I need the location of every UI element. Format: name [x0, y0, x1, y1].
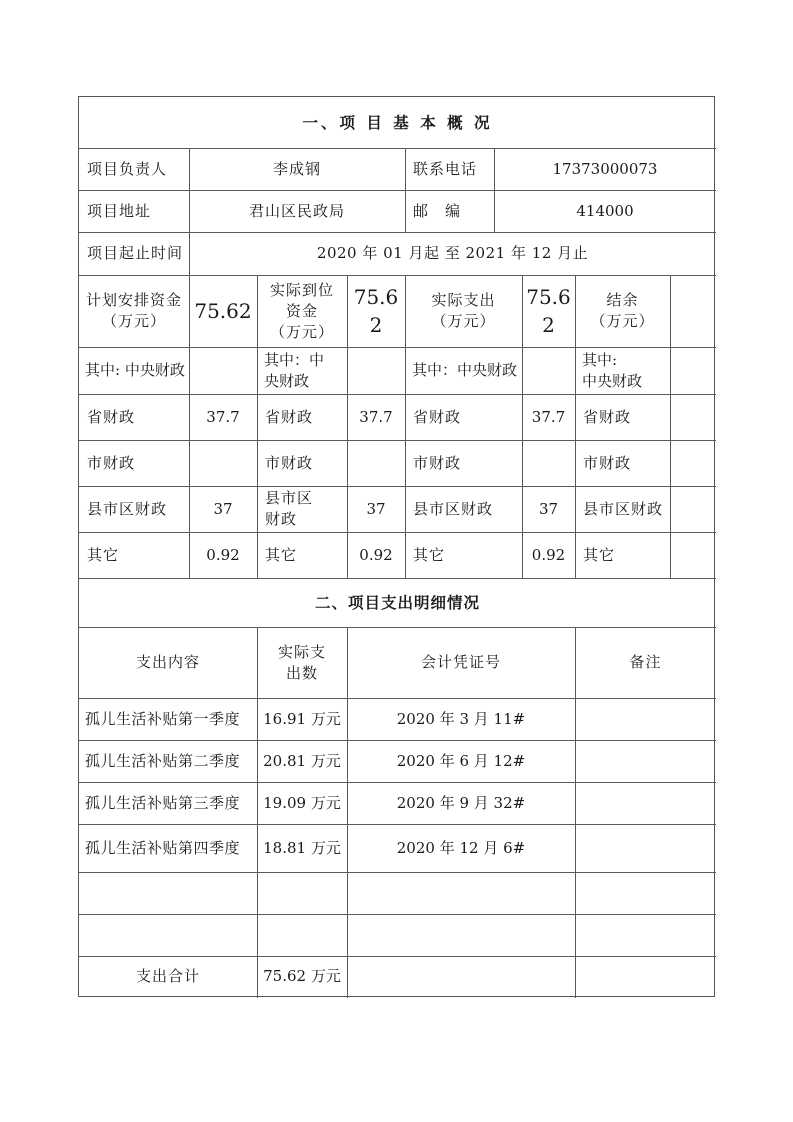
- central-label-4-line1: 其中:: [582, 350, 618, 369]
- phone-value: 17373000073: [552, 159, 658, 178]
- city-value-2: [347, 440, 405, 486]
- county-label-2-line1: 县市区: [265, 489, 314, 507]
- expense-content: [79, 914, 257, 956]
- city-label-4: 市财政: [583, 453, 632, 472]
- period-label: 项目起止时间: [87, 244, 184, 262]
- central-value-4: [670, 347, 716, 394]
- other-label-3: 其它: [413, 545, 446, 564]
- planned-funds-value: 75.62: [194, 299, 252, 323]
- expense-content: 孤儿生活补贴第四季度: [85, 838, 241, 857]
- central-value-2: [347, 347, 405, 394]
- province-value-1: 37.7: [206, 407, 240, 426]
- received-funds-value: [347, 275, 405, 347]
- province-value-2: 37.7: [359, 407, 393, 426]
- expense-content: 孤儿生活补贴第二季度: [85, 751, 241, 770]
- other-label-4: 其它: [583, 545, 616, 564]
- expense-content: 孤儿生活补贴第三季度: [85, 793, 241, 812]
- received-funds-label: [257, 275, 347, 347]
- central-value-3: [522, 347, 575, 394]
- planned-label-line2: （万元）: [101, 312, 166, 330]
- other-value-1: 0.92: [206, 545, 240, 564]
- expense-voucher: [347, 914, 575, 956]
- expense-remark: [575, 914, 716, 956]
- central-label-2: [257, 347, 347, 394]
- spent-value-line2: 2: [542, 313, 555, 337]
- county-value-3: 37: [538, 499, 559, 518]
- address-label: 项目地址: [87, 201, 152, 220]
- other-value-2: 0.92: [359, 545, 393, 564]
- other-label-2: 其它: [265, 545, 298, 564]
- header-amount-line2: 出数: [285, 663, 318, 682]
- section2-title: 二、项目支出明细情况: [314, 593, 480, 612]
- other-value-4: [670, 532, 716, 578]
- expense-amount: 19.09 万元: [263, 793, 341, 812]
- province-value-3: 37.7: [531, 407, 566, 426]
- address-value: 君山区民政局: [248, 201, 345, 220]
- city-value-3: [522, 440, 575, 486]
- spent-value-line1: 75.6: [526, 285, 571, 309]
- total-label: 支出合计: [135, 966, 200, 985]
- expense-voucher: [347, 872, 575, 914]
- province-label-2: 省财政: [265, 407, 314, 426]
- section1-title: 一、项 目 基 本 概 况: [302, 113, 493, 132]
- balance-label-line1: 结余: [606, 291, 639, 309]
- expense-voucher: 2020 年 12 月 6#: [396, 838, 526, 857]
- expense-remark: [575, 824, 716, 872]
- phone-label: 联系电话: [413, 159, 478, 178]
- city-label-1: 市财政: [87, 453, 136, 472]
- county-label-4: 县市区财政: [583, 499, 664, 518]
- header-amount-line1: 实际支: [277, 642, 326, 661]
- total-value: 75.62 万元: [263, 966, 341, 985]
- central-label-2-line1: 其中：中: [264, 350, 325, 369]
- spent-funds-label: [405, 275, 522, 347]
- header-content: 支出内容: [135, 653, 200, 671]
- balance-value: [670, 275, 716, 347]
- header-amount: [257, 627, 347, 698]
- city-value-1: [189, 440, 257, 486]
- received-value-line1: 75.6: [353, 285, 399, 309]
- expense-voucher: 2020 年 3 月 11#: [396, 709, 526, 728]
- postcode-value: 414000: [576, 201, 634, 220]
- other-value-3: 0.92: [531, 545, 566, 564]
- province-value-4: [670, 394, 716, 440]
- leader-label: 项目负责人: [87, 159, 168, 178]
- city-value-4: [670, 440, 716, 486]
- central-label-4: [575, 347, 670, 394]
- spent-label-line1: 实际支出: [431, 291, 496, 309]
- expense-voucher: 2020 年 9 月 32#: [396, 793, 526, 812]
- balance-label-line2: （万元）: [590, 312, 655, 330]
- header-remark: 备注: [629, 653, 662, 671]
- expense-amount: 16.91 万元: [263, 709, 341, 728]
- leader-value: 李成钢: [272, 159, 321, 178]
- county-value-2: 37: [366, 499, 386, 518]
- project-table: [78, 96, 715, 997]
- postcode-label: 邮 编: [413, 201, 462, 220]
- county-label-3: 县市区财政: [413, 499, 494, 518]
- planned-funds-label: [79, 275, 189, 347]
- county-value-4: [670, 486, 716, 532]
- expense-voucher: 2020 年 6 月 12#: [396, 751, 526, 770]
- city-label-3: 市财政: [413, 453, 462, 472]
- expense-amount: 18.81 万元: [263, 838, 341, 857]
- central-value-1: [189, 347, 257, 394]
- county-value-1: 37: [213, 499, 233, 518]
- expense-remark: [575, 782, 716, 824]
- planned-label-line1: 计划安排资金: [85, 291, 182, 309]
- county-label-1: 县市区财政: [87, 499, 168, 518]
- expense-content: 孤儿生活补贴第一季度: [85, 709, 241, 728]
- period-value: 2020 年 01 月起 至 2021 年 12 月止: [316, 244, 589, 262]
- city-label-2: 市财政: [265, 453, 314, 472]
- expense-amount: [257, 872, 347, 914]
- central-label-1: 其中: 中央财政: [85, 361, 185, 379]
- expense-amount: [257, 914, 347, 956]
- expense-content: [79, 872, 257, 914]
- other-label-1: 其它: [87, 545, 120, 564]
- expense-amount: 20.81 万元: [263, 751, 341, 770]
- received-value-line2: 2: [369, 313, 383, 337]
- expense-remark: [575, 872, 716, 914]
- expense-remark: [575, 740, 716, 782]
- county-label-2-line2: 财政: [265, 510, 298, 528]
- received-label-line3: （万元）: [269, 322, 334, 341]
- province-label-4: 省财政: [583, 407, 632, 426]
- province-label-1: 省财政: [87, 407, 136, 426]
- spent-label-line2: （万元）: [431, 312, 496, 330]
- province-label-3: 省财政: [413, 407, 462, 426]
- received-label-line1: 实际到位: [269, 280, 334, 299]
- central-label-4-line2: 中央财政: [582, 371, 643, 390]
- central-label-3: 其中：中央财政: [412, 361, 518, 379]
- balance-label: [575, 275, 670, 347]
- received-label-line2: 资金: [285, 301, 318, 320]
- header-voucher: 会计凭证号: [420, 653, 501, 671]
- county-label-2: [257, 486, 347, 532]
- spent-funds-value: [522, 275, 575, 347]
- central-label-2-line2: 央财政: [264, 371, 310, 390]
- expense-remark: [575, 698, 716, 740]
